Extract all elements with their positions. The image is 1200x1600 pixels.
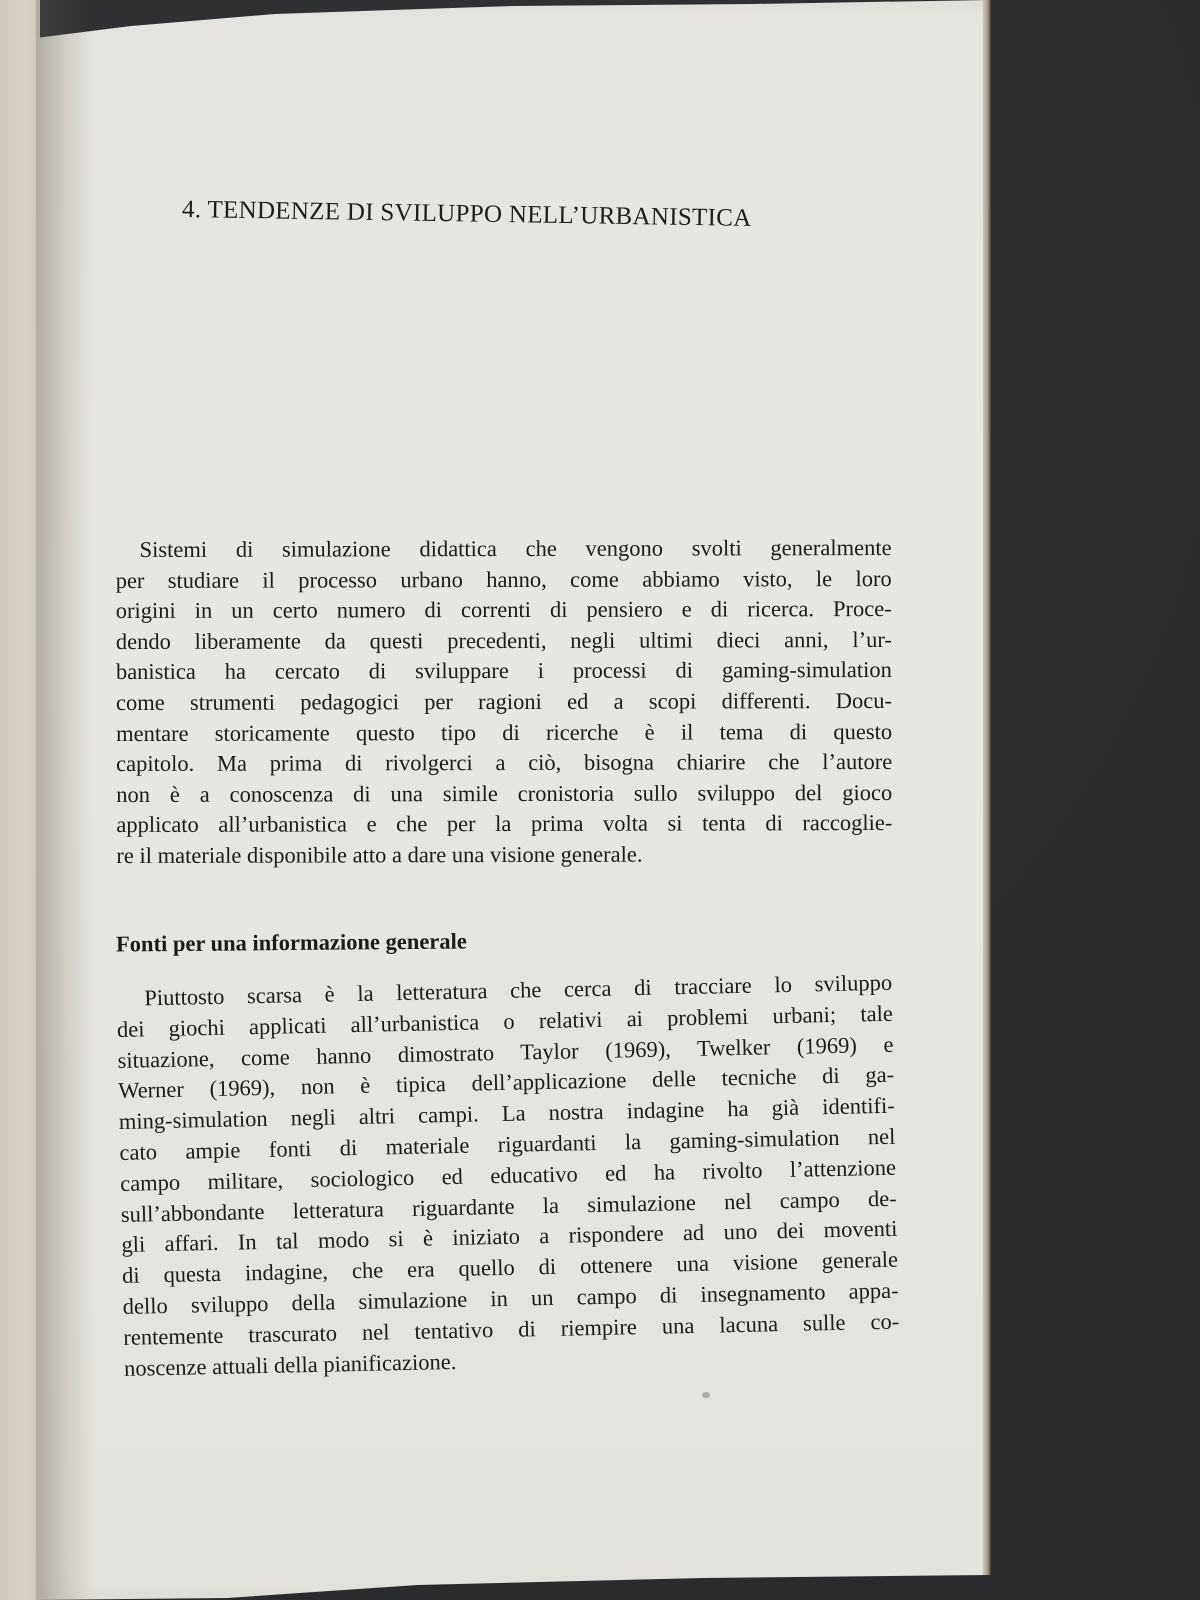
text-line: situazione, come hanno dimostrato Taylor (1969), Twelker (1969) e [117,1031,894,1073]
text-line: Sistemi di simulazione didattica che vengono svolti generalmente [139,534,892,562]
intro-paragraph [116,533,893,872]
text-line: mentare storicamente questo tipo di ricerche è il tema di questo [116,718,893,746]
text-line: non è a conoscenza di una simile cronistoria sullo sviluppo del gioco [116,779,893,807]
text-line: sull’abbondante letteratura riguardante la simulazione nel campo de- [120,1185,897,1227]
text-line: ming-simulation negli altri campi. La nostra indagine ha già identifi- [118,1092,895,1135]
text-line: Piuttosto scarsa è la letteratura che cerca di tracciare lo sviluppo [144,969,893,1011]
text-line: noscenze attuali della pianificazione. [123,1348,457,1381]
text-line: rentemente trascurato nel tentativo di riempire una lacuna sulle co- [123,1308,900,1350]
left-page-edge [0,0,40,1600]
text-line: re il materiale disponibile atto a dare una visione generale. [116,841,643,868]
text-line: origini in un certo numero di correnti di pensiero e di ricerca. Proce- [115,596,892,624]
text-line: di questa indagine, che era quello di ottenere una visione generale [121,1246,899,1289]
text-line: cato ampie fonti di materiale riguardanti la gaming-simulation nel [119,1123,896,1165]
text-line: campo militare, sociologico ed educativo ed ha rivolto l’attenzione [119,1154,897,1196]
page-side-edge [983,0,991,1575]
text-line: Werner (1969), non è tipica dell’applicazione delle tecniche di ga- [117,1062,895,1104]
section-heading: Fonti per una informazione generale [115,928,467,957]
text-line: dello sviluppo della simulazione in un campo di insegnamento appa- [122,1277,899,1319]
text-line: capitolo. Ma prima di rivolgerci a ciò, bisogna chiarire che l’autore [116,749,893,777]
chapter-title: 4. TENDENZE DI SVILUPPO NELL’URBANISTICA [181,196,752,232]
paper-blemish [702,1392,710,1398]
text-line: dei giochi applicati all’urbanistica o relativi ai problemi urbani; tale [116,1000,894,1042]
text-line: banistica ha cercato di sviluppare i processi di gaming-simulation [115,657,892,685]
text-line: gli affari. In tal modo si è iniziato a rispondere ad uno dei moventi [121,1216,898,1258]
text-line: applicato all’urbanistica e che per la prima volta si tenta di raccoglie- [116,810,893,838]
text-line: per studiare il processo urbano hanno, come abbiamo visto, le loro [115,565,892,593]
text-line: come strumenti pedagogici per ragioni ed a scopi differenti. Docu- [115,687,893,715]
text-line: dendo liberamente da questi precedenti, negli ultimi dieci anni, l’ur- [115,626,892,654]
section-paragraph [116,968,900,1385]
